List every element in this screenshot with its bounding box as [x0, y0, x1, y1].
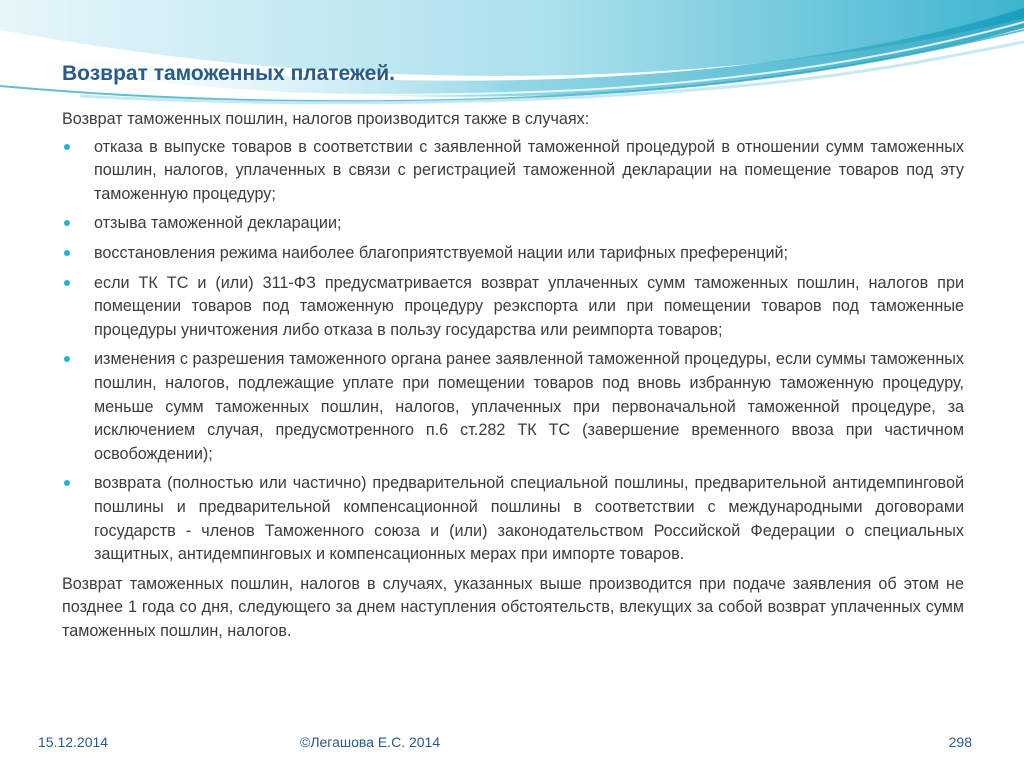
bullet-dot-icon: [64, 280, 70, 286]
bullet-dot-icon: [64, 250, 70, 256]
bullet-dot-icon: [64, 144, 70, 150]
list-item: [62, 472, 964, 566]
list-item: [62, 136, 964, 207]
list-item-text: если ТК ТС и (или) 311-ФЗ предусматривается возврат уплаченных сумм таможенных пошлин, налогов при помещении товаров под таможенную процедуру реэкспорта или при помещении товаров под таможенные процедуры уничтожения либо отказа в пользу государства или реимпорта товаров;: [94, 273, 964, 339]
header-wave-decoration: [0, 0, 1024, 110]
list-item: [62, 348, 964, 466]
footer-date: 15.12.2014: [38, 734, 109, 750]
list-item-text: возврата (полностью или частично) предварительной специальной пошлины, предварительной антидемпинговой пошлины и предварительной компенсационной пошлины в соответствии с международными договорами государств - членов Таможенного союза и (или) законодательством Российской Федерации о специальных защитных, антидемпинговых и компенсационных мерах при импорте товаров.: [94, 474, 964, 564]
intro-text: Возврат таможенных пошлин, налогов производится также в случаях:: [62, 110, 590, 128]
bullet-dot-icon: [64, 220, 70, 226]
list-item: [62, 272, 964, 343]
page-number: 298: [948, 734, 972, 750]
slide-body: [62, 108, 964, 643]
list-item-text: отказа в выпуске товаров в соответствии с заявленной таможенной процедурой в отношении сумм таможенных пошлин, налогов, уплаченных в связи с регистрацией таможенной декларации на помещение товаров под эту таможенную процедуру;: [94, 137, 964, 203]
footer-author: ©Легашова Е.С. 2014: [300, 734, 441, 750]
cases-list: [62, 136, 964, 567]
list-item: [62, 242, 964, 266]
list-item-text: отзыва таможенной декларации;: [94, 214, 342, 233]
list-item-text: изменения с разрешения таможенного органа ранее заявленной таможенной процедуры, если суммы таможенных пошлин, налогов, подлежащие уплате при помещении товаров под вновь избранную таможенную процедуру, меньше сумм таможенных пошлин, налогов, уплаченных при первоначальной таможенной процедуре, за исключением случая, предусмотренного п.6 ст.282 ТК ТС (завершение временного ввоза при частичном освобождении);: [94, 350, 964, 463]
list-item: [62, 212, 964, 236]
bullet-dot-icon: [64, 480, 70, 486]
closing-text: Возврат таможенных пошлин, налогов в случаях, указанных выше производится при подаче заявления об этом не позднее 1 года со дня, следующего за днем наступления обстоятельств, влекущих за собой возврат уплаченных сумм таможенных пошлин, налогов.: [62, 574, 964, 640]
list-item-text: восстановления режима наиболее благоприятствуемой нации или тарифных преференций;: [94, 243, 789, 262]
bullet-dot-icon: [64, 356, 70, 362]
slide-title: Возврат таможенных платежей.: [62, 62, 395, 85]
